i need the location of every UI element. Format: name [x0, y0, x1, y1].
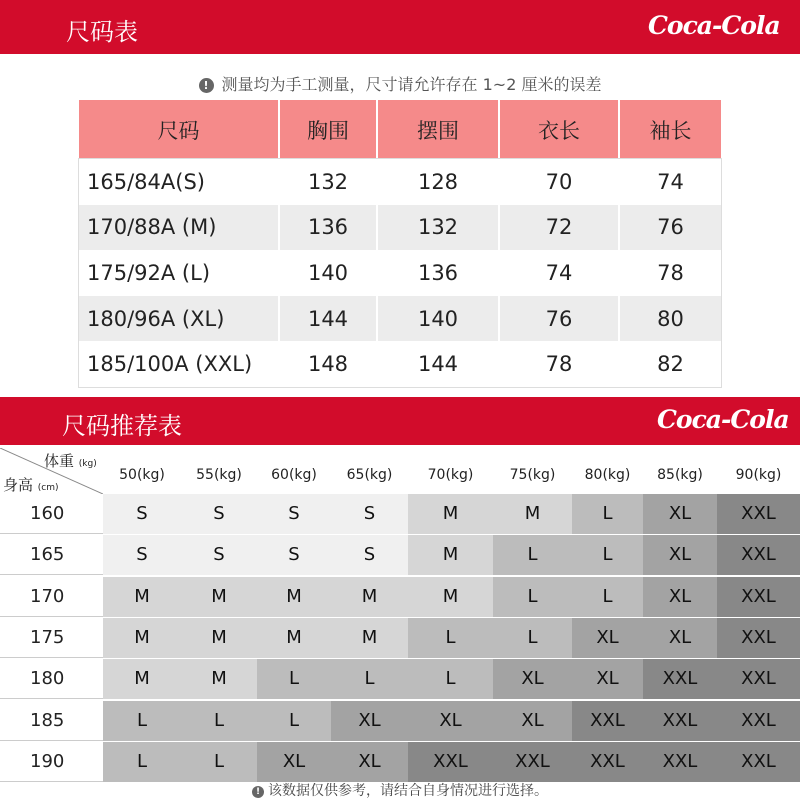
size-chart-cell: 175/92A (L)	[79, 250, 279, 296]
size-chart-cell: 132	[377, 205, 499, 251]
size-recommendation-cell: L	[572, 535, 643, 575]
size-chart-cell: 76	[499, 296, 619, 342]
weight-column-header: 50(kg)	[119, 467, 165, 483]
size-recommendation-cell: S	[257, 494, 331, 534]
size-chart-cell: 82	[619, 341, 721, 387]
size-chart-cell: 72	[499, 205, 619, 251]
size-recommendation-cell: XXL	[717, 494, 800, 534]
height-axis-label: 身高 (cm)	[3, 476, 59, 494]
size-recommendation-cell: XL	[643, 618, 717, 658]
weight-column-header: 60(kg)	[271, 467, 317, 483]
size-recommendation-cell: XL	[331, 742, 408, 782]
size-recommendation-cell: S	[181, 535, 257, 575]
height-row	[0, 535, 800, 576]
coca-cola-logo: Coca-Cola	[657, 405, 789, 434]
size-chart-cell: 76	[619, 205, 721, 251]
size-recommendation-cell: L	[181, 742, 257, 782]
height-row	[0, 618, 800, 659]
size-recommendation-cell: XXL	[408, 742, 493, 782]
size-recommendation-cell: L	[103, 701, 181, 741]
size-chart-cell: 78	[499, 341, 619, 387]
footnote	[0, 780, 800, 800]
coca-cola-logo: Coca-Cola	[648, 11, 780, 40]
size-recommendation-cell: XL	[572, 618, 643, 658]
size-recommendation-cell: S	[331, 535, 408, 575]
size-chart-cell: 140	[377, 296, 499, 342]
height-row-header: 165	[0, 535, 103, 575]
warning-icon: !	[252, 786, 264, 798]
height-row-header: 175	[0, 618, 103, 658]
size-recommendation-cell: XL	[493, 659, 572, 699]
size-recommendation-cell: L	[257, 701, 331, 741]
size-recommendation-cell: M	[331, 618, 408, 658]
size-recommendation-cell: XL	[257, 742, 331, 782]
size-recommendation-cell: L	[493, 535, 572, 575]
size-recommendation-cell: S	[181, 494, 257, 534]
weight-axis-label: 体重 (kg)	[44, 452, 97, 470]
size-chart-cell: 80	[619, 296, 721, 342]
size-chart-cell: 74	[619, 159, 721, 205]
size-recommendation-cell: M	[493, 494, 572, 534]
header-size: 尺码	[79, 100, 279, 159]
size-recommendation-cell: S	[103, 494, 181, 534]
size-recommendation-cell: M	[408, 535, 493, 575]
recommend-title: 尺码推荐表	[62, 412, 182, 440]
size-chart-row	[79, 296, 721, 342]
size-recommendation-cell: XXL	[717, 535, 800, 575]
size-recommendation-cell: S	[103, 535, 181, 575]
grid-corner-header	[0, 448, 103, 494]
header-sleeve: 袖长	[619, 100, 721, 159]
height-row	[0, 701, 800, 742]
height-row-header: 185	[0, 701, 103, 741]
size-chart-cell: 144	[377, 341, 499, 387]
size-recommendation-cell: M	[408, 577, 493, 617]
weight-column-header: 75(kg)	[509, 467, 556, 483]
size-chart-header-row	[79, 100, 721, 159]
weight-column-header: 80(kg)	[584, 467, 631, 483]
size-recommendation-cell: XXL	[717, 659, 800, 699]
size-chart-cell: 136	[279, 205, 377, 251]
size-chart-title: 尺码表	[66, 18, 138, 46]
height-row-header: 160	[0, 494, 103, 534]
size-recommendation-cell: M	[181, 618, 257, 658]
warning-icon: !	[199, 78, 214, 93]
height-row-header: 180	[0, 659, 103, 699]
header-chest: 胸围	[279, 100, 377, 159]
size-chart-cell: 148	[279, 341, 377, 387]
weight-column-header: 65(kg)	[346, 467, 393, 483]
height-row-header: 170	[0, 577, 103, 617]
size-chart-row	[79, 159, 721, 205]
height-row	[0, 577, 800, 618]
size-chart-cell: 170/88A (M)	[79, 205, 279, 251]
size-chart-row	[79, 341, 721, 387]
size-recommendation-cell: XXL	[572, 742, 643, 782]
size-recommendation-cell: M	[181, 659, 257, 699]
size-recommendation-cell: L	[493, 577, 572, 617]
size-recommendation-cell: L	[181, 701, 257, 741]
size-recommendation-cell: XL	[643, 577, 717, 617]
size-recommendation-cell: XL	[493, 701, 572, 741]
size-recommendation-cell: XL	[643, 494, 717, 534]
size-recommendation-cell: M	[103, 618, 181, 658]
size-recommendation-cell: L	[408, 618, 493, 658]
size-recommendation-cell: L	[493, 618, 572, 658]
size-chart-banner	[0, 0, 800, 54]
height-row	[0, 742, 800, 783]
size-recommendation-cell: XL	[408, 701, 493, 741]
size-recommendation-cell: L	[572, 577, 643, 617]
size-recommendation-cell: XL	[331, 701, 408, 741]
size-recommendation-cell: XXL	[493, 742, 572, 782]
size-recommendation-cell: XXL	[643, 742, 717, 782]
size-recommendation-cell: XXL	[717, 742, 800, 782]
size-recommendation-cell: M	[181, 577, 257, 617]
measurement-notice	[0, 72, 800, 95]
size-recommendation-cell: M	[103, 577, 181, 617]
size-recommendation-cell: XXL	[717, 577, 800, 617]
footnote-text: 该数据仅供参考，请结合自身情况进行选择。	[268, 783, 548, 799]
header-hem: 摆围	[377, 100, 499, 159]
size-recommendation-cell: XL	[643, 535, 717, 575]
size-recommendation-cell: L	[408, 659, 493, 699]
size-recommendation-cell: S	[257, 535, 331, 575]
size-chart-cell: 144	[279, 296, 377, 342]
size-recommendation-cell: XXL	[572, 701, 643, 741]
size-chart-cell: 74	[499, 250, 619, 296]
weight-column-header: 70(kg)	[427, 467, 474, 483]
size-recommendation-cell: L	[331, 659, 408, 699]
size-recommendation-cell: M	[257, 577, 331, 617]
size-recommendation-cell: M	[408, 494, 493, 534]
recommend-banner	[0, 397, 800, 445]
size-recommendation-cell: L	[572, 494, 643, 534]
size-chart-cell: 165/84A(S)	[79, 159, 279, 205]
size-chart-table	[79, 100, 721, 387]
size-recommendation-cell: L	[103, 742, 181, 782]
height-row-header: 190	[0, 742, 103, 782]
weight-column-header: 55(kg)	[196, 467, 242, 483]
size-chart-cell: 70	[499, 159, 619, 205]
size-recommendation-cell: L	[257, 659, 331, 699]
size-chart-row	[79, 205, 721, 251]
size-recommendation-cell: XL	[572, 659, 643, 699]
notice-text: 测量均为手工测量，尺寸请允许存在 1~2 厘米的误差	[221, 75, 602, 94]
size-chart-row	[79, 250, 721, 296]
weight-column-header: 90(kg)	[735, 467, 782, 483]
size-recommendation-cell: XXL	[717, 618, 800, 658]
height-row	[0, 494, 800, 535]
size-recommendation-cell: M	[331, 577, 408, 617]
size-recommendation-cell: XXL	[717, 701, 800, 741]
size-recommendation-cell: M	[103, 659, 181, 699]
size-chart-cell: 136	[377, 250, 499, 296]
size-chart-cell: 180/96A (XL)	[79, 296, 279, 342]
size-recommendation-cell: S	[331, 494, 408, 534]
size-recommendation-cell: M	[257, 618, 331, 658]
weight-column-header: 85(kg)	[657, 467, 703, 483]
header-length: 衣长	[499, 100, 619, 159]
size-chart-cell: 128	[377, 159, 499, 205]
size-chart-cell: 185/100A (XXL)	[79, 341, 279, 387]
height-row	[0, 659, 800, 700]
size-chart-cell: 132	[279, 159, 377, 205]
size-recommendation-cell: XXL	[643, 659, 717, 699]
size-chart-cell: 140	[279, 250, 377, 296]
size-chart-cell: 78	[619, 250, 721, 296]
size-recommendation-cell: XXL	[643, 701, 717, 741]
